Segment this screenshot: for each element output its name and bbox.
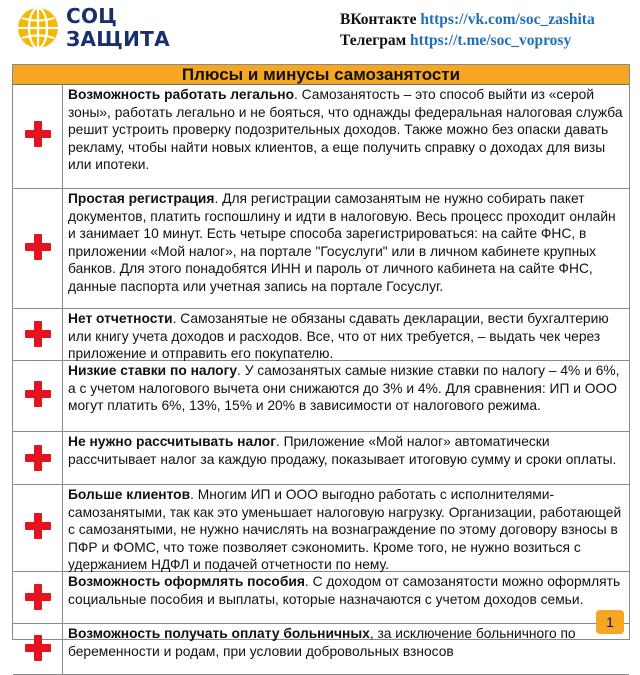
row-description: . С доходом от самозанятости можно оформлять социальные пособия и выплаты, которые назначаются с учетом доходов семьи.	[68, 574, 621, 607]
row-description: . У самозанятых самые низкие ставки по налогу – 4% и 6%, а с учетом налогового вычета они снижаются до 3% и 4%. Для сравнения: ИП и ООО могут платить 6%, 13%, 15% и 20% в зависимости от налогового режима.	[68, 363, 620, 414]
social-links	[340, 9, 595, 51]
row-title: Возможность получать оплату больничных	[68, 626, 370, 641]
sign-cell	[13, 485, 63, 571]
row-text	[63, 361, 629, 415]
vk-label: ВКонтакте	[340, 11, 417, 28]
plus-icon	[25, 121, 51, 147]
table-row	[13, 309, 629, 361]
row-text	[63, 485, 629, 574]
sign-cell	[13, 189, 63, 308]
page-number: 1	[596, 610, 624, 634]
row-description: . Многим ИП и ООО выгодно работать с исполнителями-самозанятыми, так как это уменьшает налоговую нагрузку. Организации, работающей с самозанятыми, не нужно начислять на вознаграждение по этому договору взносы в ПФР и ФОМС, что тоже позволяет сэкономить. Кроме того, не нужно возиться с удержанием НДФЛ и подачей отчетности по нему.	[68, 487, 622, 573]
brand-line-1: СОЦ	[66, 4, 118, 28]
table-row	[13, 485, 629, 572]
globe-logo-icon	[16, 6, 60, 50]
row-description: . Для регистрации самозанятым не нужно собирать пакет документов, платить госпошлину и идти в налоговую. Весь процесс проходит онлайн и занимает 10 минут. Есть четыре способа зарегистрироваться: на сайте ФНС, в приложении «Мой налог», на портале "Госуслуги" или в личном кабинете крупных банков. Для этого понадобятся ИНН и пароль от личного кабинета на сайте ФНС, данные паспорта или учетная запись на портале Госуслуг.	[68, 191, 616, 294]
table-body	[13, 85, 629, 675]
plus-icon	[25, 381, 51, 407]
table-row	[13, 361, 629, 432]
table-row	[13, 624, 629, 675]
plus-icon	[25, 584, 51, 610]
row-title: Низкие ставки по налогу	[68, 363, 238, 378]
telegram-link[interactable]: https://t.me/soc_voprosy	[410, 32, 572, 49]
row-description: . Самозанятость – это способ выйти из «серой зоны», работать легально и не бояться, что однажды федеральная налоговая служба решит устроить проверку подозрительных доходов. Также можно без опаски давать рекламу, чтобы найти новых клиентов, а еще получить справку о доходах для визы или ипотеки.	[68, 87, 623, 173]
vk-line	[340, 9, 595, 30]
row-title: Возможность оформлять пособия	[68, 574, 305, 589]
plus-icon	[25, 635, 51, 661]
brand-name	[66, 5, 170, 51]
row-text	[63, 85, 629, 174]
telegram-line	[340, 30, 595, 51]
table-row	[13, 572, 629, 624]
table-row	[13, 85, 629, 189]
pros-cons-table	[12, 64, 630, 659]
row-title: Не нужно рассчитывать налог	[68, 434, 276, 449]
row-title: Больше клиентов	[68, 487, 191, 502]
plus-icon	[25, 234, 51, 260]
row-description: . Приложение «Мой налог» автоматически рассчитывает налог за каждую продажу, показывает итоговую сумму и сроки оплаты.	[68, 434, 617, 467]
row-title: Возможность работать легально	[68, 87, 294, 102]
plus-icon	[25, 321, 51, 347]
telegram-label: Телеграм	[340, 32, 407, 49]
row-title: Нет отчетности	[68, 311, 173, 326]
row-description: . Самозанятые не обязаны сдавать декларации, вести бухгалтерию или книгу учета доходов и расходов. Все, что от них требуется, – выдать чек через приложение и отправить его покупателю.	[68, 311, 609, 362]
sign-cell	[13, 624, 63, 674]
row-text	[63, 432, 629, 468]
sign-cell	[13, 309, 63, 360]
plus-icon	[25, 513, 51, 539]
table-row	[13, 432, 629, 485]
sign-cell	[13, 432, 63, 484]
sign-cell	[13, 85, 63, 188]
header	[0, 0, 640, 60]
sign-cell	[13, 572, 63, 623]
table-row	[13, 189, 629, 309]
row-text	[63, 572, 629, 608]
row-text	[63, 309, 629, 363]
row-title: Простая регистрация	[68, 191, 215, 206]
table-title: Плюсы и минусы самозанятости	[13, 65, 629, 85]
sign-cell	[13, 361, 63, 431]
row-text	[63, 189, 629, 296]
brand-line-2: ЗАЩИТА	[66, 27, 170, 51]
row-description: , за исключение больничного по беременности и родам, при условии добровольных взносов	[68, 626, 576, 659]
row-text	[63, 624, 629, 660]
plus-icon	[25, 445, 51, 471]
vk-link[interactable]: https://vk.com/soc_zashita	[420, 11, 595, 28]
